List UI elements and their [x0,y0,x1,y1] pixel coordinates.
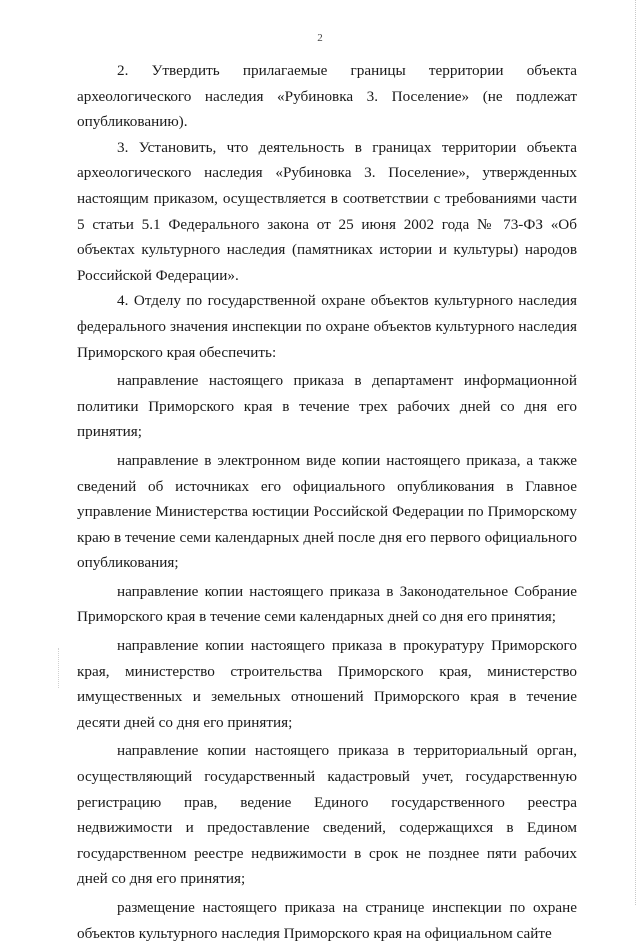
paragraph-department-ensure: 4. Отделу по государственной охране объектов культурного наследия федерального значения инспекции по охране объектов культурного наследия Приморского края обеспечить: [77,292,577,361]
paragraph-send-info-policy: направление настоящего приказа в департамент информационной политики Приморского края в течение трех рабочих дней со дня его принятия; [77,372,577,441]
scan-edge-line [634,0,636,905]
document-body [77,58,577,946]
paragraph-establish-activity: 3. Установить, что деятельность в границах территории объекта археологического наследия «Рубиновка 3. Поселение», утвержденных настоящим приказом, осуществляется в соответствии с требованиями части 5 статьи 5.1 Федерального закона от 25 июня 2002 года № 73-ФЗ «Об объектах культурного наследия (памятниках истории и культуры) народов Российской Федерации». [77,138,577,284]
scan-margin-mark [58,648,60,688]
paragraph-send-registry-authority: направление копии настоящего приказа в территориальный орган, осуществляющий государственный кадастровый учет, государственную регистрацию прав, ведение Единого государственного реестра недвижимости и предоставление сведений, содержащихся в Едином государственном реестре недвижимости в срок не позднее пяти рабочих дней со дня его принятия; [77,742,577,888]
paragraph-send-ministry-justice: направление в электронном виде копии настоящего приказа, а также сведений об источниках его официального опубликования в Главное управление Министерства юстиции Российской Федерации по Приморскому краю в течение семи календарных дней после дня его первого официального опубликования; [77,451,577,572]
paragraph-send-legislative-assembly: направление копии настоящего приказа в Законодательное Собрание Приморского края в течение семи календарных дней со дня его принятия; [77,582,577,626]
page-number: 2 [317,32,323,44]
paragraph-publish-website: размещение настоящего приказа на странице инспекции по охране объектов культурного наследия Приморского края на официальном сайте [77,899,577,942]
paragraph-send-prosecutor: направление копии настоящего приказа в прокуратуру Приморского края, министерство строительства Приморского края, министерство имущественных и земельных отношений Приморского края в течение десяти дней со дня его принятия; [77,637,577,731]
paragraph-approve-boundaries: 2. Утвердить прилагаемые границы территории объекта археологического наследия «Рубиновка 3. Поселение» (не подлежат опубликованию). [77,62,577,131]
